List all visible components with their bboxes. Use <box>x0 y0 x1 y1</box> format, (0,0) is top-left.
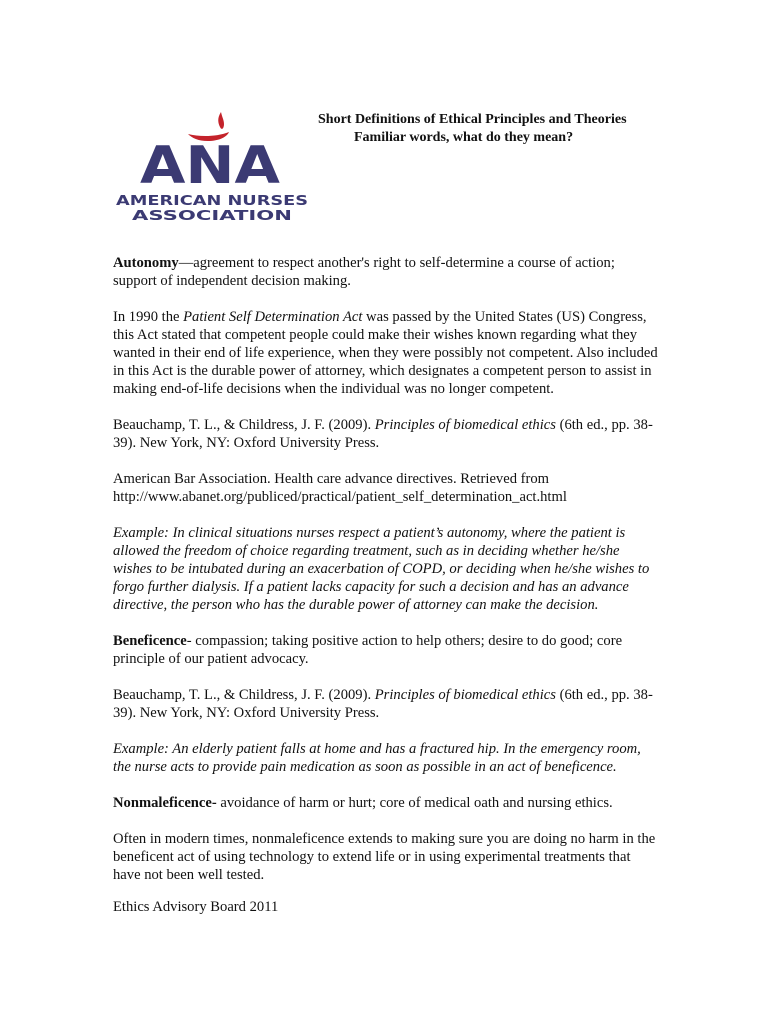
ben-ref-title: Principles of biomedical ethics <box>374 687 556 703</box>
ben-ref-publication: (6th ed., pp. 38-39). New York, NY: Oxford University Press. <box>113 687 653 721</box>
autonomy-history <box>113 308 658 398</box>
nonmaleficence-extension: Often in modern times, nonmaleficence extends to making sure you are doing no harm in the beneficent act of using technology to extend life or in using experimental treatments that have not been well tested. <box>113 831 656 883</box>
flame-icon <box>218 112 224 129</box>
autonomy-reference-2 <box>113 470 658 506</box>
act-name: Patient Self Determination Act <box>183 309 363 325</box>
beneficence-reference <box>113 686 658 722</box>
beneficence-definition <box>113 632 658 668</box>
ana-logo-graphic <box>112 110 312 225</box>
autonomy-history-post: was passed by the United States (US) Congress, this Act stated that competent people could make their wishes known regarding what they wanted in their end of life experience, when they were possibly not competent. Also included in this Act is the durable power of attorney, which designates a competent person to assist in making end-of-life decisions when the individual was no longer competent. <box>113 309 658 397</box>
term-nonmaleficence: Nonmaleficence- <box>113 795 217 811</box>
autonomy-reference-1 <box>113 416 658 452</box>
autonomy-example: Example: In clinical situations nurses respect a patient’s autonomy, where the patient is allowed the freedom of choice regarding treatment, such as in deciding whether he/she wishes to be intubated during an exacerbation of COPD, or deciding when he/she wishes to forgo further dialysis. If a patient lacks capacity for such a decision and has an advance directive, the person who has the durable power of attorney can make the decision. <box>113 525 650 613</box>
ref1-title: Principles of biomedical ethics <box>374 417 556 433</box>
autonomy-definition <box>113 254 658 290</box>
term-beneficence: Beneficence <box>113 633 187 649</box>
document-footer: Ethics Advisory Board 2011 <box>113 899 279 915</box>
nonmaleficence-definition-text: avoidance of harm or hurt; core of medical oath and nursing ethics. <box>216 795 613 811</box>
term-autonomy: Autonomy <box>113 255 179 271</box>
document-header <box>318 111 718 147</box>
ref1-publication: (6th ed., pp. 38-39). New York, NY: Oxford University Press. <box>113 417 653 451</box>
beneficence-example: Example: An elderly patient falls at home and has a fractured hip. In the emergency room, the nurse acts to provide pain medication as soon as possible in an act of beneficence. <box>113 741 641 775</box>
logo-acronym: ANA <box>140 136 280 196</box>
ref1-authors: Beauchamp, T. L., & Childress, J. F. (2009). <box>113 417 375 433</box>
ref2-source: American Bar Association. Health care advance directives. Retrieved from <box>113 471 550 487</box>
ref2-url[interactable]: http://www.abanet.org/publiced/practical/patient_self_determination_act.html <box>113 489 567 505</box>
autonomy-history-pre: In 1990 the <box>113 309 184 325</box>
autonomy-definition-text: —agreement to respect another's right to self-determine a course of action; support of independent decision making. <box>113 255 615 289</box>
nonmaleficence-definition <box>113 794 658 812</box>
logo-line1: AMERICAN NURSES <box>116 193 308 209</box>
ana-logo <box>112 110 312 225</box>
document-subtitle: Familiar words, what do they mean? <box>354 130 574 145</box>
document-title: Short Definitions of Ethical Principles and Theories <box>318 112 627 127</box>
ben-ref-authors: Beauchamp, T. L., & Childress, J. F. (2009). <box>113 687 375 703</box>
beneficence-definition-text: - compassion; taking positive action to help others; desire to do good; core principle of our patient advocacy. <box>113 633 623 667</box>
logo-line2: ASSOCIATION <box>132 208 292 224</box>
document-body <box>113 254 658 916</box>
